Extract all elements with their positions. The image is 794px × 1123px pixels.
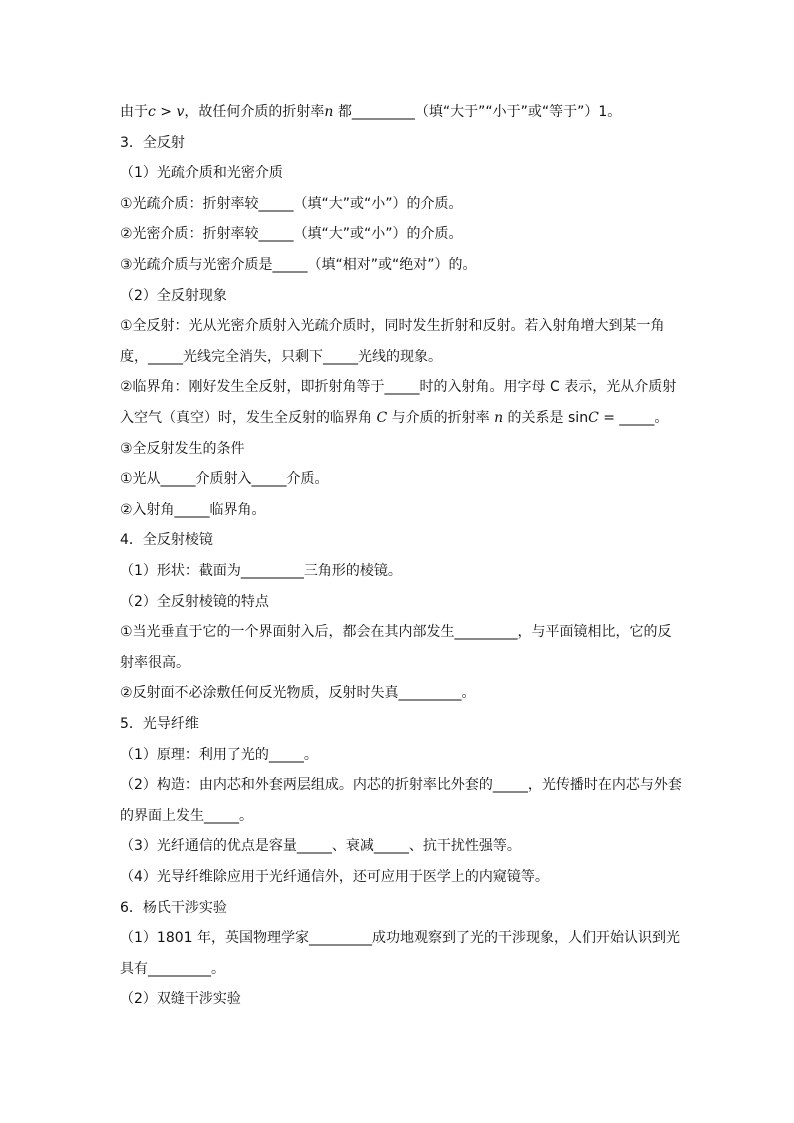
- text-line: [120, 469, 329, 489]
- math-symbol: c: [148, 104, 156, 120]
- text-span: 具有_________。: [120, 960, 225, 977]
- text-line: [120, 530, 213, 550]
- math-symbol: n: [324, 104, 334, 120]
- text-line: [120, 500, 266, 520]
- text-line: [120, 989, 241, 1009]
- text-span: 与介质的折射率: [387, 410, 495, 426]
- text-span: ①光疏介质：折射率较_____（填“大”或“小”）的介质。: [120, 195, 463, 212]
- text-line: [120, 194, 463, 214]
- text-span: ③全反射发生的条件: [120, 440, 245, 457]
- text-line: [120, 102, 621, 122]
- text-line: [120, 255, 477, 275]
- text-span: 3．全反射: [120, 134, 185, 151]
- text-span: （2）全反射棱镜的特点: [120, 593, 269, 610]
- text-span: 度，_____光线完全消失，只剩下_____光线的现象。: [120, 348, 442, 365]
- text-span: = _____。: [598, 410, 669, 426]
- text-span: ①当光垂直于它的一个界面射入后，都会在其内部发生_________，与平面镜相比，它的反: [120, 624, 672, 641]
- text-span: ②反射面不必涂敷任何反光物质，反射时失真_________。: [120, 685, 476, 702]
- math-symbol: C: [588, 410, 599, 426]
- text-line: [120, 439, 245, 459]
- text-span: ②光密介质：折射率较_____（填“大”或“小”）的介质。: [120, 226, 463, 243]
- text-span: （2）构造：由内芯和外套两层组成。内芯的折射率比外套的_____，光传播时在内芯与外套: [120, 777, 682, 794]
- math-symbol: C: [376, 410, 388, 426]
- text-span: 由于: [120, 104, 148, 120]
- text-line: [120, 133, 185, 153]
- text-line: [120, 745, 318, 765]
- text-span: ①全反射：光从光密介质射入光疏介质时，同时发生折射和反射。若入射角增大到某一角: [120, 318, 665, 335]
- text-line: [120, 775, 682, 795]
- text-span: （1）原理：利用了光的_____。: [120, 746, 318, 763]
- math-symbol: v: [176, 104, 185, 120]
- text-line: [120, 408, 668, 428]
- text-span: （1）光疏介质和光密介质: [120, 165, 283, 182]
- text-span: （3）光纤通信的优点是容量_____、衰减_____、抗干扰性强等。: [120, 838, 521, 855]
- text-line: [120, 347, 442, 367]
- text-line: [120, 806, 253, 826]
- text-span: 5．光导纤维: [120, 716, 199, 732]
- text-span: >: [155, 104, 177, 120]
- text-line: [120, 867, 549, 887]
- text-span: 都_________（填“大于”“小于”或“等于”）1。: [333, 104, 622, 120]
- text-line: [120, 224, 463, 244]
- text-span: ③光疏介质与光密介质是_____（填“相对”或“绝对”）的。: [120, 257, 477, 273]
- text-span: （2）全反射现象: [120, 287, 227, 304]
- text-line: [120, 959, 225, 979]
- text-span: 6．杨氏干涉实验: [120, 899, 227, 916]
- text-span: 射率很高。: [120, 654, 190, 671]
- text-line: [120, 836, 521, 856]
- text-line: [120, 316, 665, 336]
- text-span: ①光从_____介质射入_____介质。: [120, 471, 329, 488]
- text-span: ，故任何介质的折射率: [184, 104, 325, 120]
- text-line: [120, 928, 680, 948]
- text-line: [120, 714, 199, 734]
- text-span: 的界面上发生_____。: [120, 807, 253, 824]
- text-line: [120, 898, 227, 918]
- text-line: [120, 653, 190, 673]
- text-line: [120, 286, 227, 306]
- text-line: [120, 592, 269, 612]
- text-span: ②入射角_____临界角。: [120, 501, 266, 518]
- text-span: 的关系是 sin: [503, 410, 589, 426]
- text-line: [120, 561, 402, 581]
- text-line: [120, 163, 283, 183]
- text-span: （1）形状：截面为_________三角形的棱镜。: [120, 563, 402, 579]
- text-line: [120, 377, 676, 397]
- text-line: [120, 683, 476, 703]
- text-span: 4．全反射棱镜: [120, 532, 213, 549]
- text-span: （4）光导纤维除应用于光纤通信外，还可应用于医学上的内窥镜等。: [120, 869, 549, 885]
- math-symbol: n: [494, 410, 504, 426]
- text-span: （1）1801 年，英国物理学家_________成功地观察到了光的干涉现象，人们开始认识到光: [120, 930, 680, 947]
- text-span: 入空气（真空）时，发生全反射的临界角: [120, 410, 377, 426]
- text-span: （2）双缝干涉实验: [120, 991, 241, 1008]
- text-span: ②临界角：刚好发生全反射，即折射角等于_____时的入射角。用字母 C 表示，光从介质射: [120, 379, 677, 396]
- text-line: [120, 622, 672, 642]
